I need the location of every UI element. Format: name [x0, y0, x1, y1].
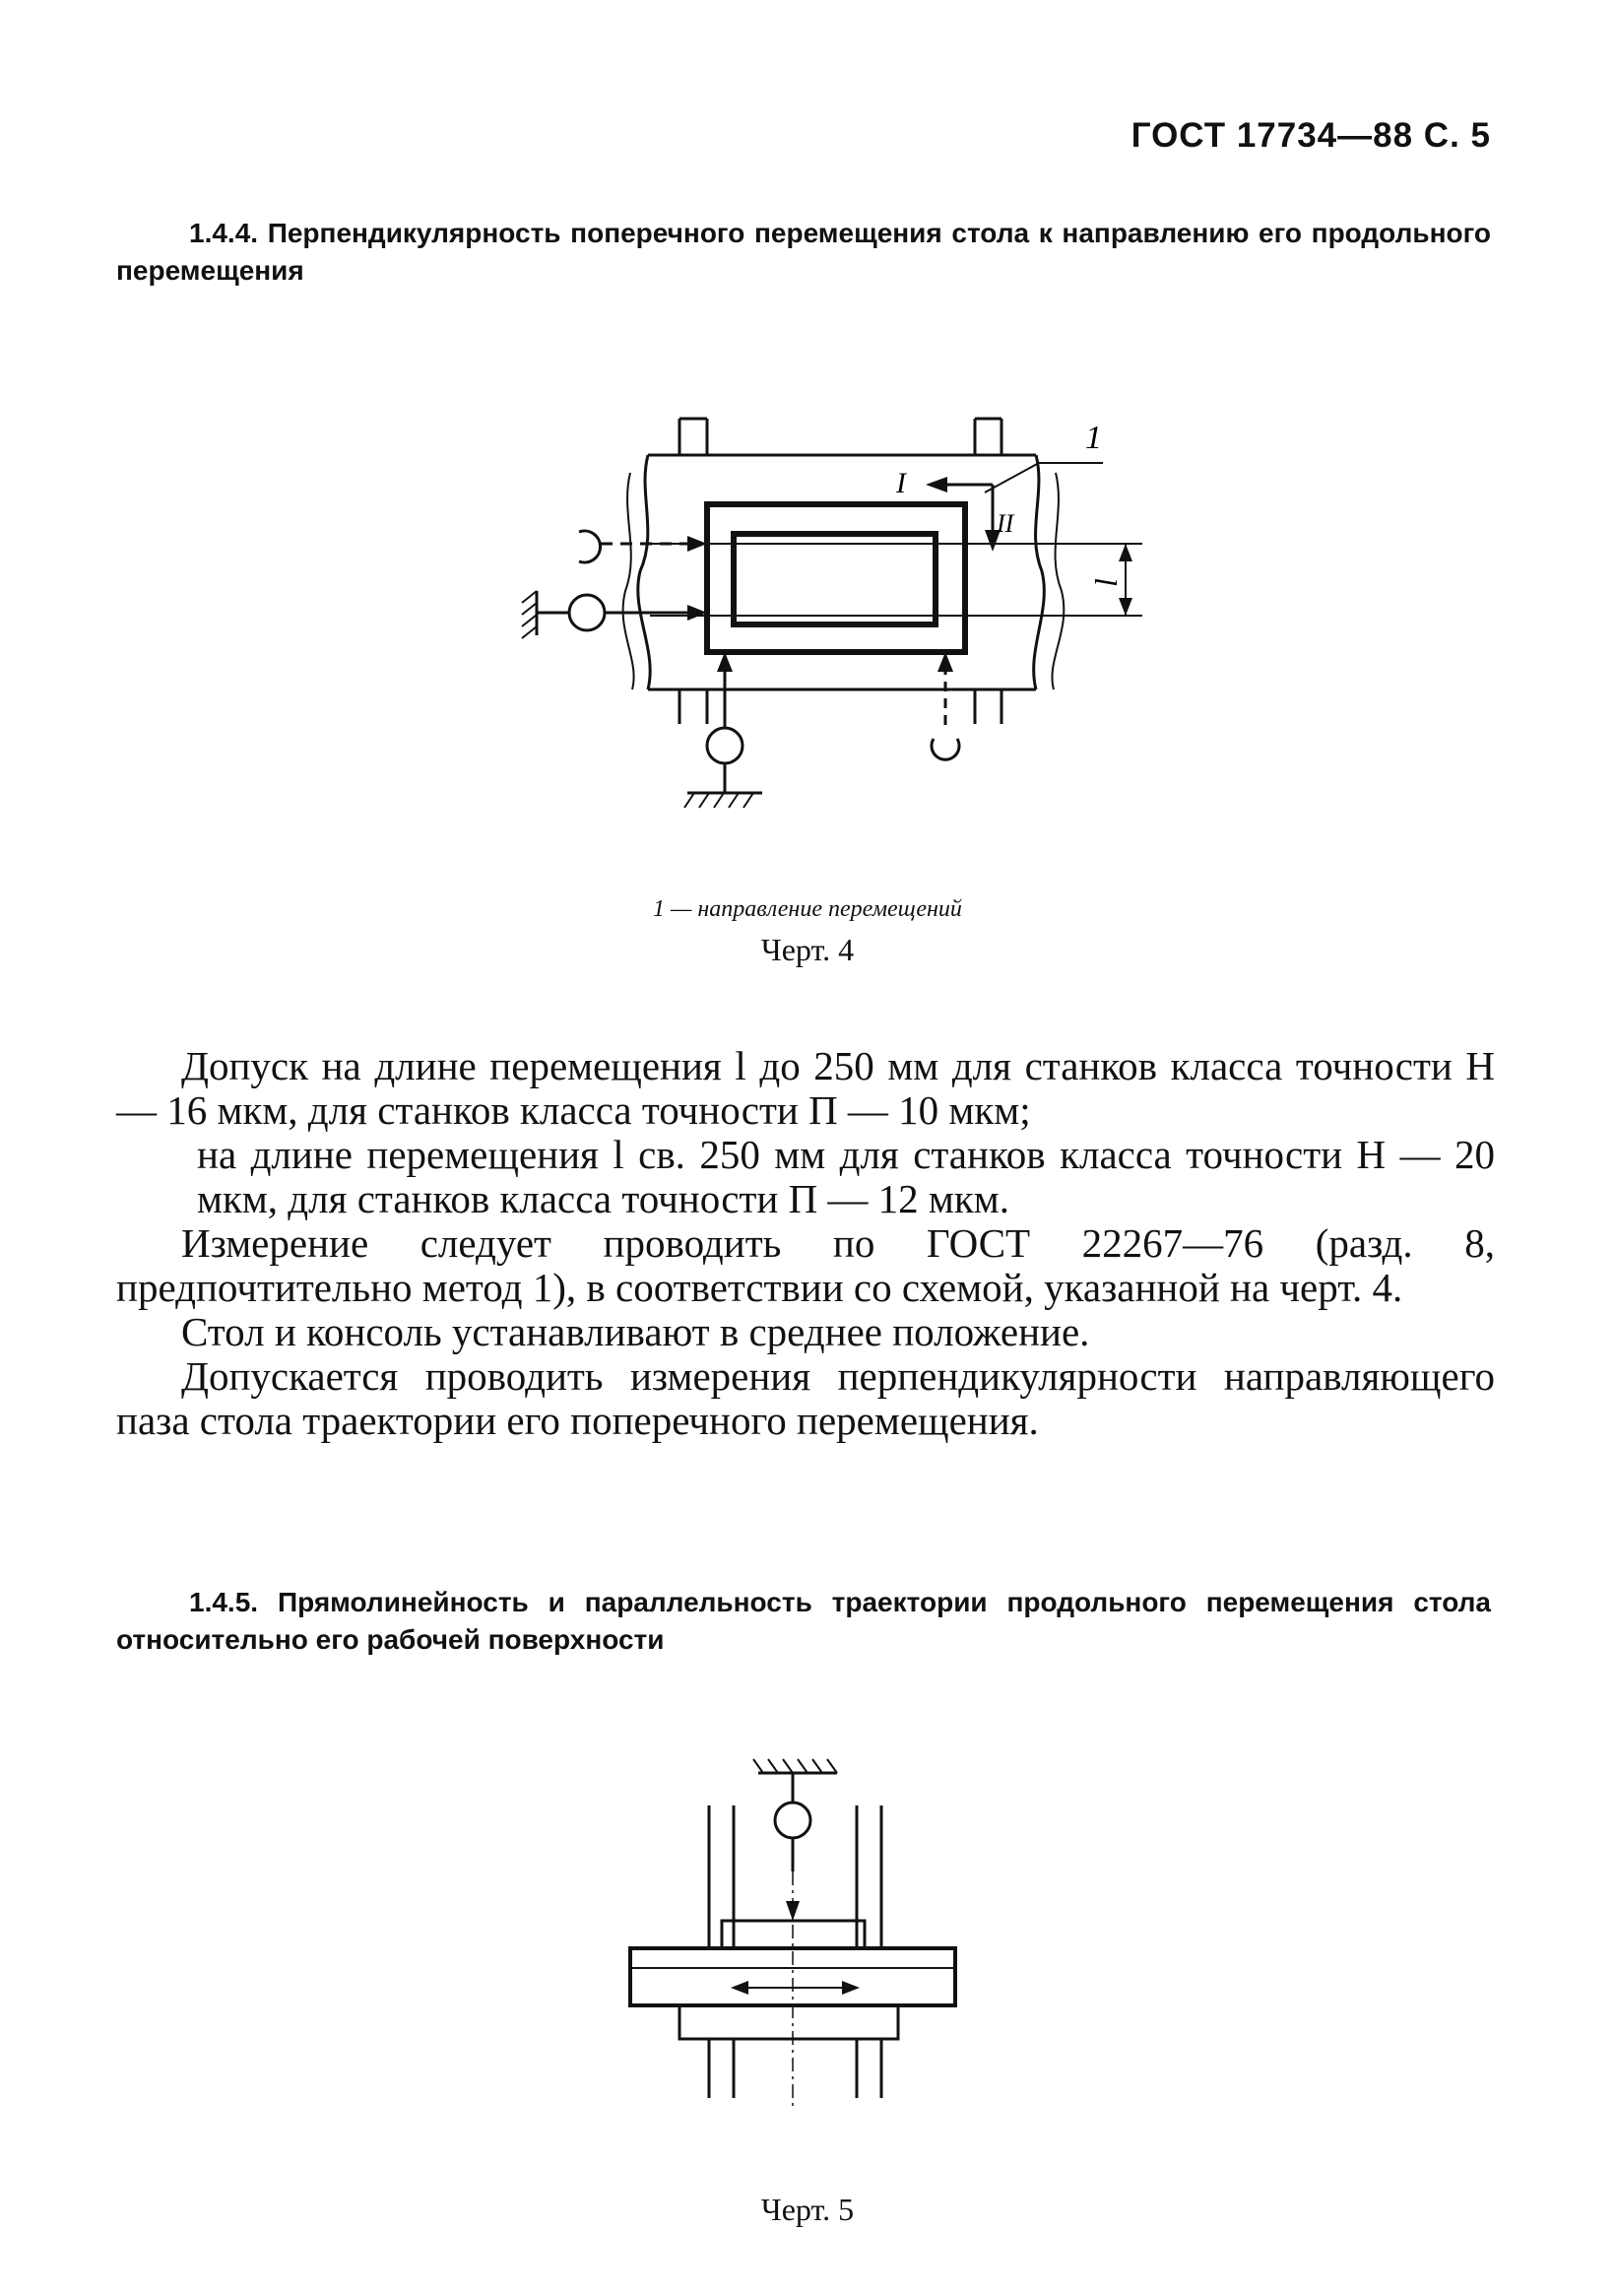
section-number: 1.4.5. — [189, 1587, 259, 1617]
figure-4-caption: 1 — направление перемещений — [653, 896, 962, 922]
figure-4-label-II: II — [997, 509, 1014, 538]
section-1-4-4-body — [116, 1044, 1495, 1443]
body-paragraph: Стол и консоль устанавливают в среднее положение. — [181, 1309, 1090, 1354]
section-title: Перпендикулярность поперечного перемещения стола к направлению его продольного перемещения — [116, 218, 1492, 286]
body-paragraph: Измерение следует проводить по ГОСТ 22267—76 (разд. 8, предпочтительно метод 1), в соответствии со схемой, указанной на черт. 4. — [116, 1220, 1495, 1310]
figure-4-diagram — [492, 399, 1182, 832]
body-paragraph: Допускается проводить измерения перпендикулярности направляющего паза стола траектории его поперечного перемещения. — [116, 1353, 1495, 1443]
figure-5-diagram — [591, 1748, 1004, 2123]
section-1-4-4-heading — [116, 215, 1491, 290]
figure-5-label: Черт. 5 — [760, 2192, 855, 2227]
figure-4-label-l: l — [1088, 578, 1124, 587]
section-number: 1.4.4. — [189, 218, 259, 248]
figure-4-label-I: I — [896, 467, 906, 499]
figure-4-marker-1: 1 — [1085, 420, 1102, 456]
section-title: Прямолинейность и параллельность траектории продольного перемещения стола относительно его рабочей поверхности — [116, 1587, 1491, 1655]
body-paragraph: на длине перемещения l св. 250 мм для станков класса точности Н — 20 мкм, для станков класса точности П — 12 мкм. — [197, 1132, 1495, 1221]
page-header: ГОСТ 17734—88 С. 5 — [1130, 116, 1491, 155]
section-1-4-5-heading — [116, 1584, 1491, 1659]
body-paragraph: Допуск на длине перемещения l до 250 мм для станков класса точности Н — 16 мкм, для станков класса точности П — 10 мкм; — [116, 1043, 1495, 1133]
figure-4-label: Черт. 4 — [760, 932, 855, 967]
